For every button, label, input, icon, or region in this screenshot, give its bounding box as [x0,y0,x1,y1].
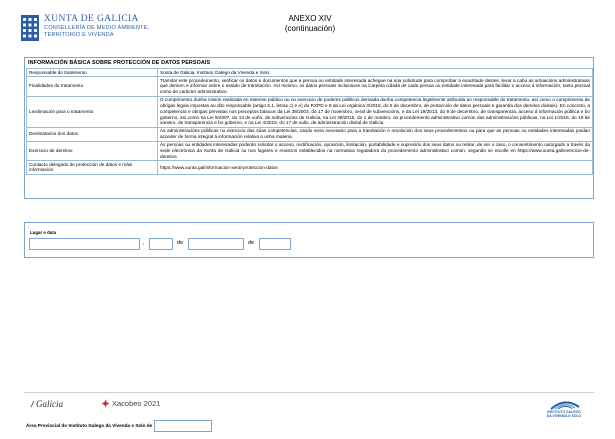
row-label: Contacto delegado de protección de datos e máis información [27,161,158,175]
xunta-logo [20,14,149,42]
area-provincial-label: Área Provincial do Instituto Galego da Vivenda e Solo de [26,423,153,428]
separator-de-2: de [248,240,255,246]
table-row [27,76,593,96]
data-protection-table [26,68,593,175]
day-input[interactable] [149,238,173,250]
logo-line-1: CONSELLERÍA DE MEDIO AMBIENTE, [44,25,150,31]
area-provincial-input[interactable] [154,420,212,432]
igvs-line-1: INSTITUTO GALEGO [547,410,581,414]
row-label: Responsable do tratamento [27,69,158,77]
place-date-caption: Lugar e data [30,230,57,235]
row-value: As administracións públicas no exercicio das súas competencias, cando sexa necesario para a tramitación e resolución dos seus procedementos ou para que as persoas ou entidades interesadas poidan acceder de forma integral á información relativa a unha materia. [158,127,593,141]
igvs-logo-caption [540,410,588,418]
row-value: Xunta de Galicia. Instituto Galego da Vivenda e Solo. [158,69,593,77]
xunta-emblem-icon [20,14,40,42]
igvs-line-2: DA VIVENDA E SOLO [546,414,582,418]
table-row [27,161,593,175]
row-value: O cumprimento dunha misión realizada en interese público ou no exercicio de poderes públicos derivada dunha competencia legalmente atribuída ao responsable do tratamento, así como o cumprimento de obrigas legais impostas ao dito responsable (artigo 6.1, letras c) e e) do RXPD e 8 da Lei orgánica 3/2018, do 5 de decembro, de protección de datos persoais e garantía dos dereitos dixitais). En concreto, a competencia e obrigas previstas nos preceptos básicos da Lei 38/2003, do 17 de novembro, xeral de subvencións, e da Lei 19/2013, do 9 de decembro, de transparencia, acceso á información pública e bo goberno, así como na Lei 9/2007, do 13 de xuño, de subvencións de Galicia, na Lei 39/2015, do 1 de outubro, do procedemento administrativo común das administracións públicas, na Lei 1/2016, do 18 de xaneiro, de transparencia e bo goberno, e na Lei 4/2019, do 17 de xullo, de administración dixital de Galicia. [158,96,593,127]
annex-heading [280,14,340,33]
place-input[interactable] [29,238,140,250]
row-value: Tramitar este procedemento, verificar os datos e documentos que a persoa ou entidade interesada achegue na súa solicitude para comprobar a exactitude destes, levar a cabo as actuacións administrativas que deriven e informar sobre o estado de tramitación. Así mesmo, os datos persoais incluiranse na Carpeta cidadá de cada persoa ou entidade interesada para facilitar o acceso á información, tanto persoal como de carácter administrativo. [158,76,593,96]
galicia-logo [30,399,63,409]
xunta-logo-text [44,14,149,38]
row-label: Destinatarios dos datos [27,127,158,141]
separator-de-1: de [177,240,184,246]
table-row [27,141,593,161]
table-row [27,96,593,127]
row-value: https://www.xunta.gal/informacion-xeral-proteccion-datos [158,161,593,175]
table-row [27,127,593,141]
logo-line-2: TERRITORIO E VIVENDA [44,31,114,38]
month-input[interactable] [188,238,244,250]
row-label: Finalidades do tratamento [27,76,158,96]
galicia-logo-text: Galicia [36,399,63,409]
footer-divider [24,392,594,393]
table-row [27,69,593,77]
annex-subtitle: (continuación) [284,23,336,33]
separator-comma: , [143,240,145,246]
xacobeo-logo-text: Xacobeo 2021 [112,399,161,408]
document-header [0,0,615,56]
xacobeo-logo [101,399,160,408]
row-label: Lexitimación para o tratamento [27,96,158,127]
xacobeo-logo-icon [101,399,110,408]
annex-title: ANEXO XIV [288,14,332,23]
row-label: Exercicio de dereitos [27,141,158,161]
row-value: As persoas ou entidades interesadas poderán solicitar o acceso, rectificación, oposición, limitación, portabilidade e supresión dos seus datos ou retirar, de ser o caso, o consentimento outorgado a través da sede electrónica da Xunta de Galicia ou nos lugares e rexistros establecidos na normativa reguladora do procedemento administrativo común, segundo se recolle en https://www.xunta.gal/exercicio-de-dereitos [158,141,593,161]
year-input[interactable] [259,238,291,250]
logo-title: XUNTA DE GALICIA [44,14,139,24]
section-title: INFORMACIÓN BÁSICA SOBRE PROTECCIÓN DE DATOS PERSOAIS [28,60,211,66]
